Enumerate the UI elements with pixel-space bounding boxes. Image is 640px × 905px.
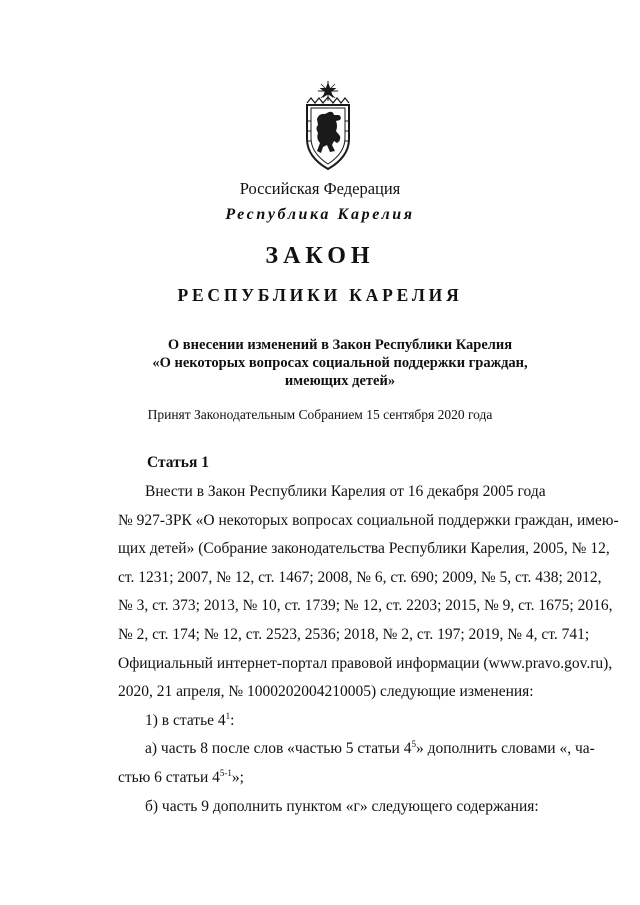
karelia-coat-of-arms-emblem	[299, 81, 357, 171]
list-item-1: 1) в статье $4^1$:	[145, 710, 235, 729]
list-item-b: б) часть 9 дополнить пунктом «г» следующего содержания:	[145, 797, 539, 815]
body-line: ст. 1231; 2007, № 12, ст. 1467; 2008, № 6, ст. 690; 2009, № 5, ст. 438; 2012,	[118, 568, 602, 586]
heading-line: имеющих детей»	[284, 373, 396, 389]
list-item-a-continued: стью 6 статьи 4$^{5-1}$»;	[118, 767, 244, 786]
adoption-note: Принят Законодательным Собранием 15 сентября 2020 года	[147, 407, 493, 422]
article-body	[118, 478, 619, 821]
body-line: № 2, ст. 174; № 12, ст. 2523, 2536; 2018, № 2, ст. 197; 2019, № 4, ст. 741;	[118, 625, 590, 643]
body-line: № 3, ст. 373; 2013, № 10, ст. 1739; № 12, ст. 2203; 2015, № 9, ст. 1675; 2016,	[118, 597, 613, 615]
body-line: № 927-ЗРК «О некоторых вопросах социальной поддержки граждан, имею-	[118, 511, 619, 529]
law-title: ЗАКОН	[265, 243, 375, 269]
heading-line: О внесении изменений в Закон Республики Карелия	[167, 337, 513, 353]
body-line: Официальный интернет-портал правовой информации (www.pravo.gov.ru),	[118, 654, 613, 672]
law-subtitle: РЕСПУБЛИКИ КАРЕЛИЯ	[177, 285, 463, 305]
republic-name: Республика Карелия	[225, 206, 415, 223]
article-title: Статья 1	[147, 454, 209, 471]
document-heading	[150, 336, 530, 390]
body-line: Внести в Закон Республики Карелия от 16 декабря 2005 года	[145, 483, 546, 500]
body-line: 2020, 21 апреля, № 1000202004210005) следующие изменения:	[118, 683, 534, 701]
list-item-a: а) часть 8 после слов «частью 5 статьи $4^5$» дополнить словами «, ча-	[145, 739, 595, 758]
body-line: щих детей» (Собрание законодательства Республики Карелия, 2005, № 12,	[118, 540, 610, 558]
heading-line: «О некоторых вопросах социальной поддержки граждан,	[152, 355, 528, 371]
country-name: Российская Федерация	[239, 179, 401, 198]
